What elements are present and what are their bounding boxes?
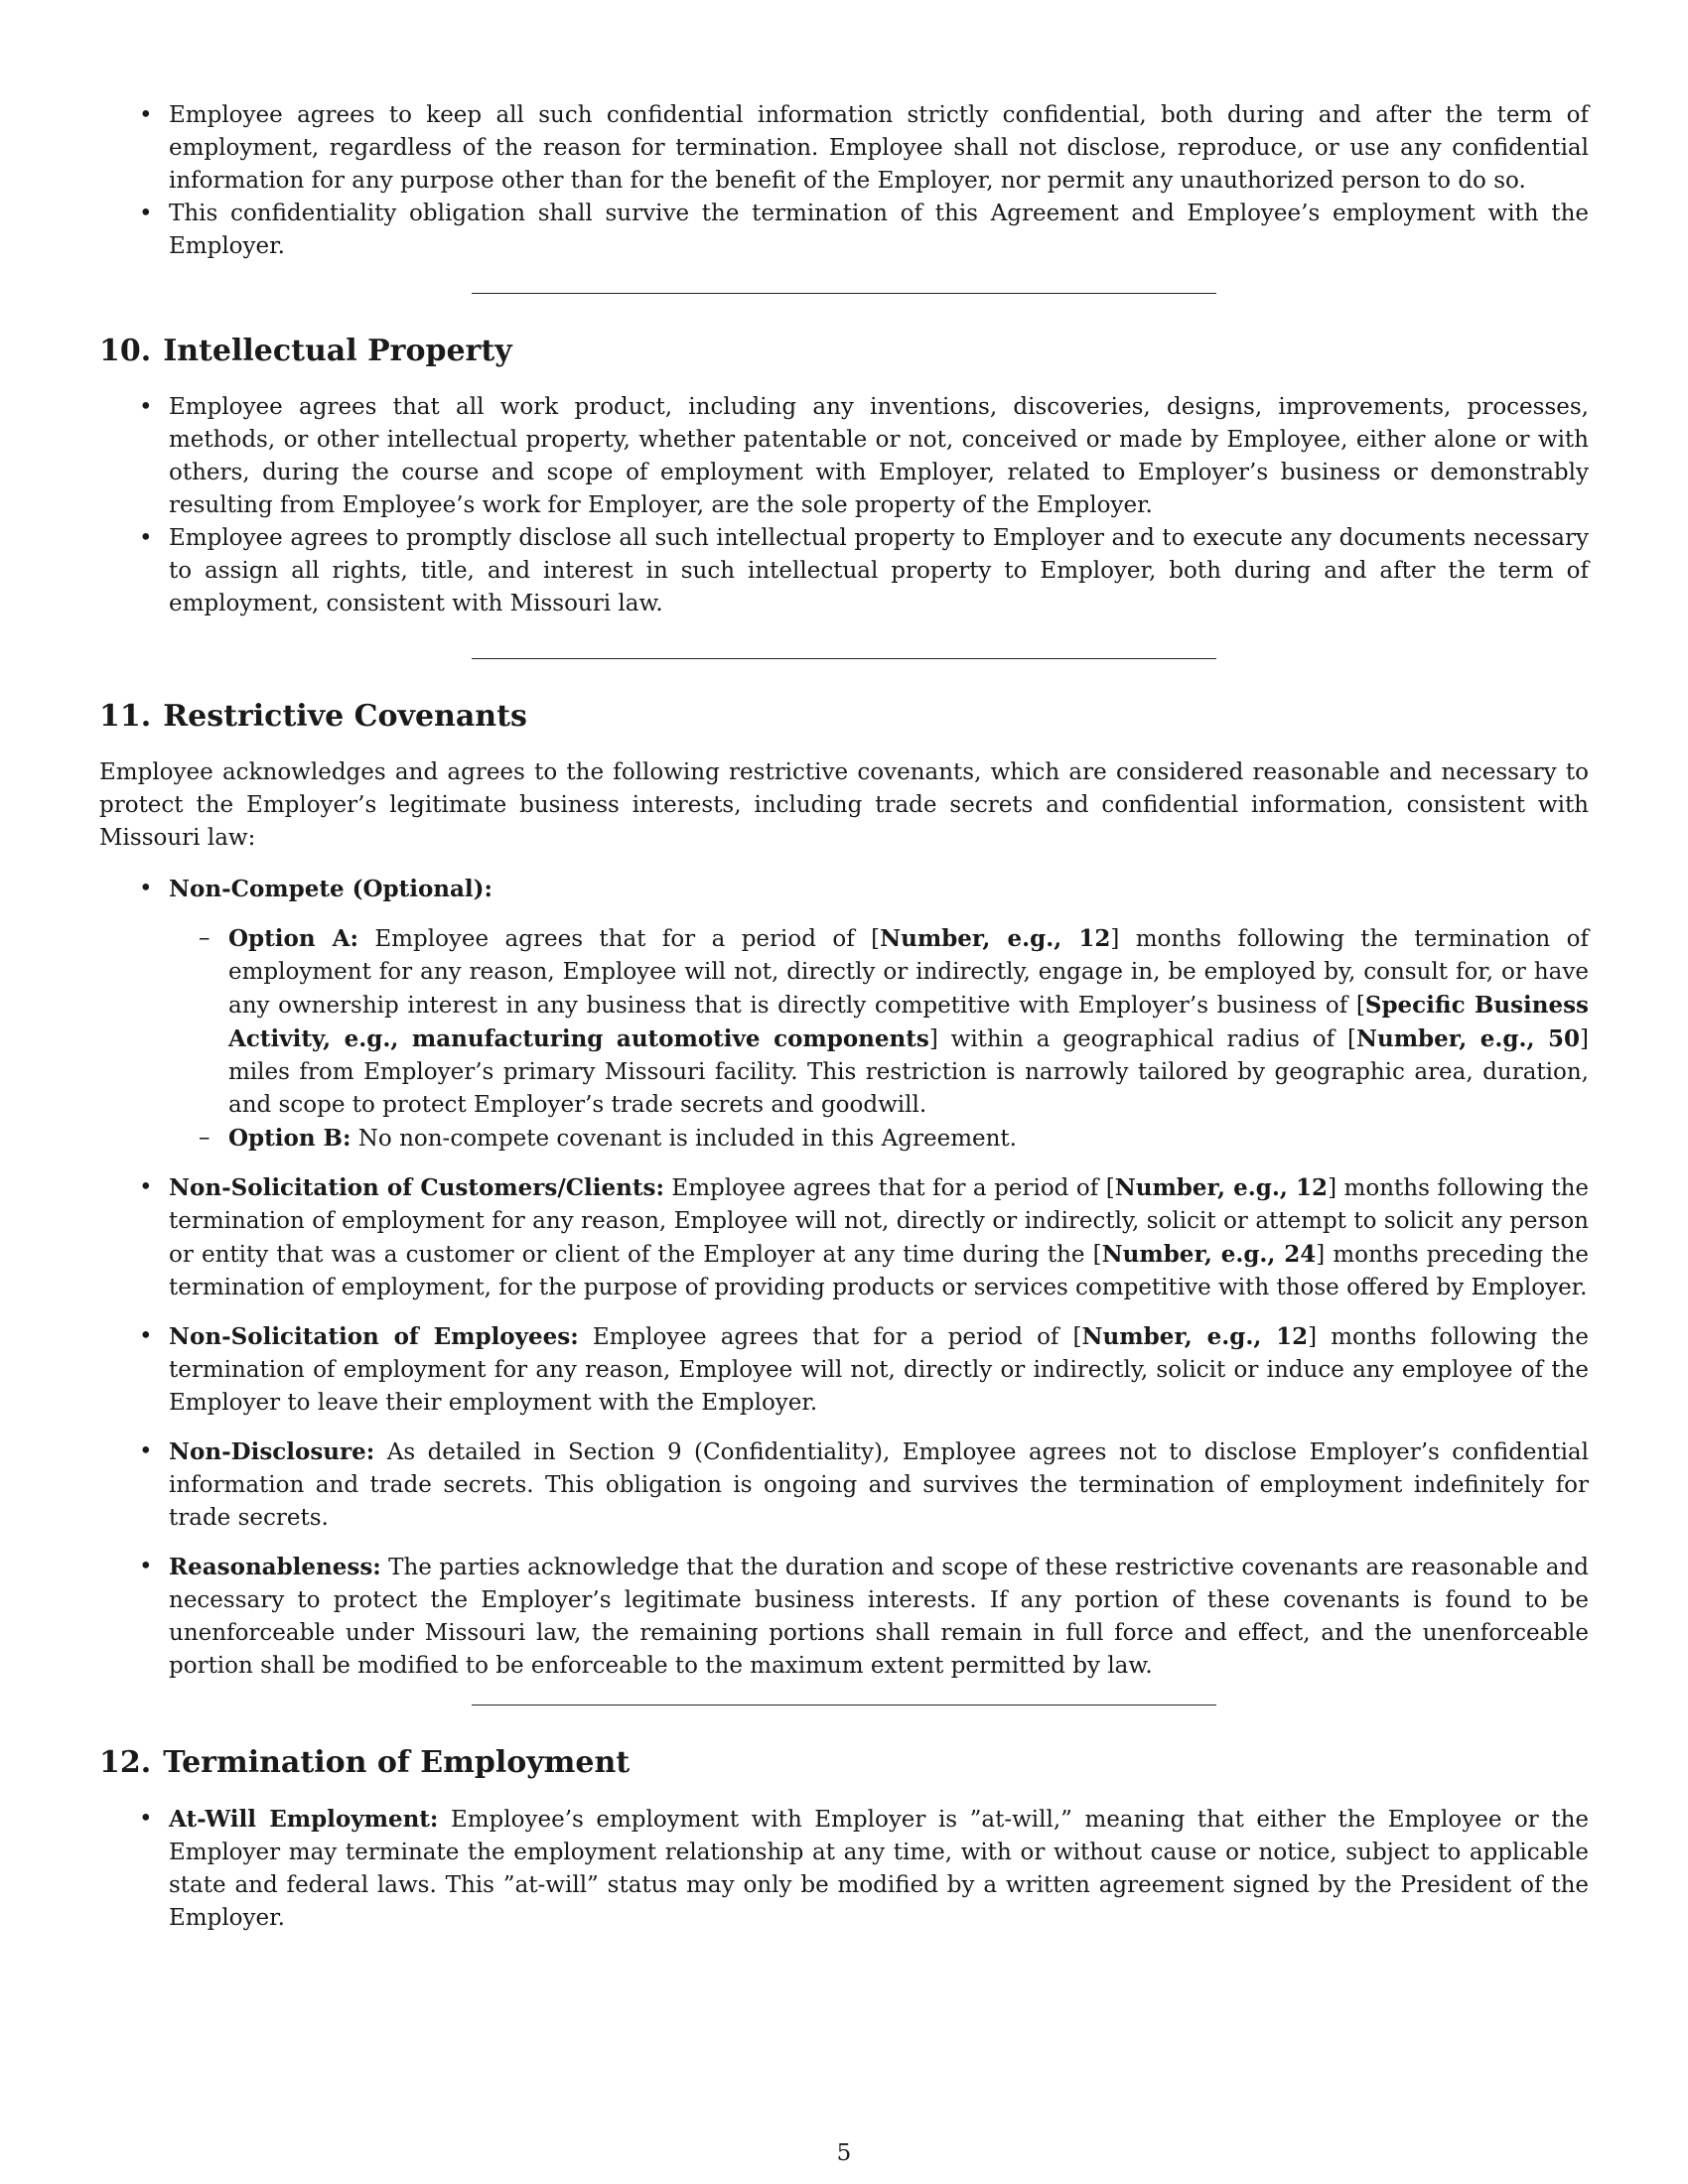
list-item-non-solicitation-customers: • Non-Solicitation of Customers/Clients: Employee agrees that for a period of [Number, e.g., 12] months following the termination of employment for any reason, Employee will not, directly or indirectly, solicit or attempt to solicit any person or entity that was a customer or client of the Employer at any time during the [Number, e.g., 24] months preceding the termination of employment, for the purpose of providing products or services competitive with those offered by Employer. xyxy=(99,1171,1589,1304)
list-item-non-solicitation-employees: • Non-Solicitation of Employees: Employee agrees that for a period of [Number, e.g., 12] months following the termination of employment for any reason, Employee will not, directly or indirectly, solicit or induce any employee of the Employer to leave their employment with the Employer. xyxy=(99,1320,1589,1420)
option-a: – Option A: Employee agrees that for a period of [Number, e.g., 12] months following the termination of employment for any reason, Employee will not, directly or indirectly, engage in, be employed by, consult for, or have any ownership interest in any business that is directly competitive with Employer’s business of [Specific Business Activity, e.g., manufacturing automotive components] within a geographical radius of [Number, e.g., 50] miles from Employer’s primary Missouri facility. This restriction is narrowly tailored by geographic area, duration, and scope to protect Employer’s trade secrets and goodwill. xyxy=(99,922,1589,1122)
list-item: • This confidentiality obligation shall survive the termination of this Agreement and Employee’s employment with the Employer. xyxy=(99,198,1589,263)
termination-bullets xyxy=(99,1803,1589,1935)
section-heading-intellectual-property: 10. Intellectual Property xyxy=(99,334,512,368)
section-heading-restrictive-covenants: 11. Restrictive Covenants xyxy=(99,699,527,734)
list-item: • Employee agrees to promptly disclose all such intellectual property to Employer and to execute any documents necessary to assign all rights, title, and interest in such intellectual property to Employer, both during and after the term of employment, consistent with Missouri law. xyxy=(99,522,1589,620)
intellectual-property-bullets xyxy=(99,391,1589,620)
list-item: • Employee agrees that all work product, including any inventions, discoveries, designs, improvements, processes, methods, or other intellectual property, whether patentable or not, conceived or made by Employee, either alone or with others, during the course and scope of employment with Employer, related to Employer’s business or demonstrably resulting from Employee’s work for Employer, are the sole property of the Employer. xyxy=(99,391,1589,522)
confidentiality-bullets xyxy=(99,99,1589,263)
list-item-non-disclosure: • Non-Disclosure: As detailed in Section 9 (Confidentiality), Employee agrees not to disclose Employer’s confidential information and trade secrets. This obligation is ongoing and survives the termination of employment indefinitely for trade secrets. xyxy=(99,1435,1589,1535)
document-page xyxy=(99,99,1589,1935)
list-item-non-compete: • Non-Compete (Optional): – Option A: Employee agrees that for a period of [Number, e.g., 12] months following the termination of employment for any reason, Employee will not, directly or indirectly, engage in, be employed by, consult for, or have any ownership interest in any business that is directly competitive with Employer’s business of [Specific Business Activity, e.g., manufacturing automotive components] within a geographical radius of [Number, e.g., 50] miles from Employer’s primary Missouri facility. This restriction is narrowly tailored by geographic area, duration, and scope to protect Employer’s trade secrets and goodwill. – Option B: No non-compete covenant is included in this Agreement. xyxy=(99,873,1589,1156)
list-item-at-will: • At-Will Employment: Employee’s employment with Employer is ”at-will,” meaning that either the Employee or the Employer may terminate the employment relationship at any time, with or without cause or notice, subject to applicable state and federal laws. This ”at-will” status may only be modified by a written agreement signed by the President of the Employer. xyxy=(99,1803,1589,1935)
section-divider xyxy=(472,293,1216,294)
non-compete-options xyxy=(99,922,1589,1156)
list-item-reasonableness: • Reasonableness: The parties acknowledge that the duration and scope of these restrictive covenants are reasonable and necessary to protect the Employer’s legitimate business interests. If any portion of these covenants is found to be unenforceable under Missouri law, the remaining portions shall remain in full force and effect, and the unenforceable portion shall be modified to be enforceable to the maximum extent permitted by law. xyxy=(99,1551,1589,1683)
page-number: 5 xyxy=(836,2140,852,2166)
section-divider xyxy=(472,1705,1216,1706)
section-divider xyxy=(472,658,1216,659)
section-intro: Employee acknowledges and agrees to the following restrictive covenants, which are considered reasonable and necessary to protect the Employer’s legitimate business interests, including trade secrets and confidential information, consistent with Missouri law: xyxy=(99,759,1589,851)
list-item: • Employee agrees to keep all such confidential information strictly confidential, both during and after the term of employment, regardless of the reason for termination. Employee shall not disclose, reproduce, or use any confidential information for any purpose other than for the benefit of the Employer, nor permit any unauthorized person to do so. xyxy=(99,99,1589,198)
section-heading-termination: 12. Termination of Employment xyxy=(99,1745,631,1780)
restrictive-covenants-list xyxy=(99,873,1589,1683)
option-b: – Option B: No non-compete covenant is included in this Agreement. xyxy=(99,1122,1589,1156)
